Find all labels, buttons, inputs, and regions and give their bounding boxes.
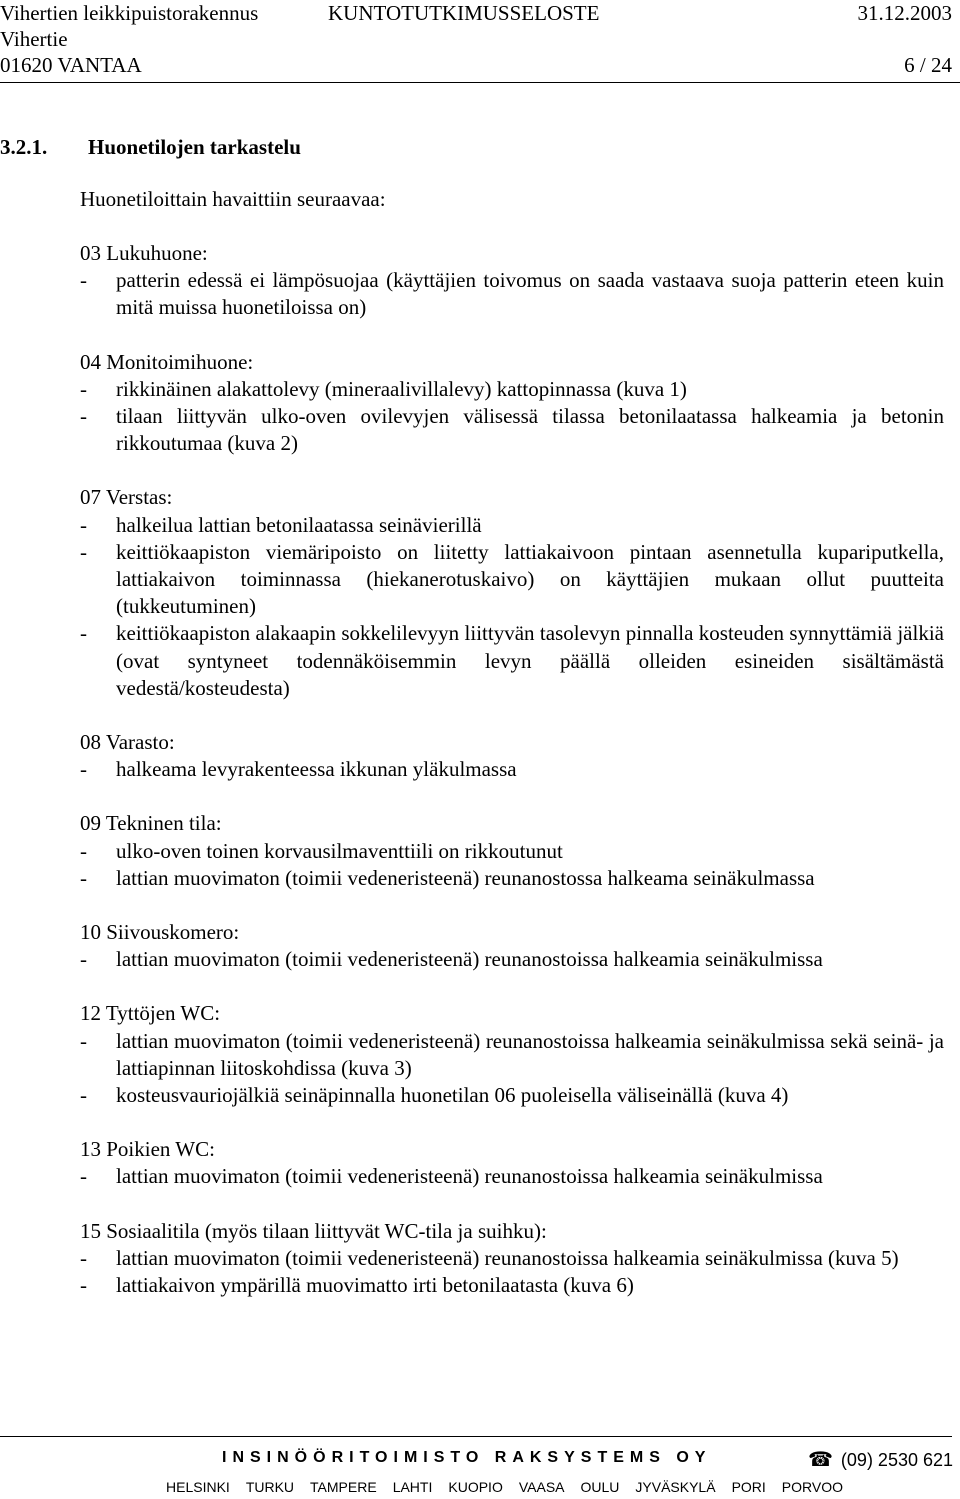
header-doc-type: KUNTOTUTKIMUSSELOSTE bbox=[328, 1, 600, 25]
list-item-text: patterin edessä ei lämpösuojaa (käyttäjien toivomus on saada vastaava suoja patterin eteen kuin mitä muissa huonetiloissa on) bbox=[116, 268, 944, 320]
footer-city: PORVOO bbox=[781, 1479, 843, 1495]
list-item bbox=[80, 946, 944, 973]
footer-city: TAMPERE bbox=[310, 1479, 377, 1495]
room-block bbox=[80, 1218, 944, 1300]
list-item-text: halkeama levyrakenteessa ikkunan yläkulmassa bbox=[116, 757, 517, 782]
footer-city: TURKU bbox=[245, 1479, 295, 1495]
bullet-dash: - bbox=[80, 1164, 87, 1189]
list-item-text: lattiakaivon ympärillä muovimatto irti betonilaatasta (kuva 6) bbox=[116, 1273, 634, 1298]
bullet-dash: - bbox=[80, 865, 87, 890]
list-item-text: keittiökaapiston viemäripoisto on liitetty lattiakaivoon pintaan asennetulla kupariputkella, lattiakaivon toiminnassa (hiekanerotuskaivo) on käyttäjien mukaan ollut puutteita (tukkeutuminen) bbox=[116, 539, 944, 619]
room-heading: 03 Lukuhuone: bbox=[80, 241, 208, 265]
list-item-text: rikkinäinen alakattolevy (mineraalivillalevy) kattopinnassa (kuva 1) bbox=[116, 376, 687, 401]
section-number: 3.2.1. bbox=[0, 135, 48, 159]
room-block bbox=[80, 810, 944, 892]
bullet-dash: - bbox=[80, 757, 87, 782]
bullet-dash: - bbox=[80, 404, 87, 429]
room-heading: 08 Varasto: bbox=[80, 730, 175, 755]
room-heading: 04 Monitoimihuone: bbox=[80, 349, 254, 374]
footer-city: LAHTI bbox=[392, 1479, 433, 1495]
list-item bbox=[80, 1272, 944, 1299]
list-item-text: lattian muovimaton (toimii vedeneristeenä) reunanostoissa halkeamia seinäkulmissa bbox=[116, 947, 823, 972]
header-postal: 01620 VANTAA bbox=[0, 53, 142, 77]
room-block bbox=[80, 240, 944, 322]
footer-company: INSINÖÖRITOIMISTO RAKSYSTEMS OY bbox=[222, 1449, 712, 1466]
bullet-dash: - bbox=[80, 1083, 87, 1108]
header-date: 31.12.2003 bbox=[857, 1, 952, 25]
bullet-dash: - bbox=[80, 539, 87, 564]
telephone-icon: ☎ bbox=[808, 1449, 833, 1471]
room-block bbox=[80, 919, 944, 973]
header-street: Vihertie bbox=[0, 27, 68, 51]
bullet-dash: - bbox=[80, 376, 87, 401]
bullet-dash: - bbox=[80, 1273, 87, 1298]
room-heading: 09 Tekninen tila: bbox=[80, 811, 222, 836]
room-heading: 12 Tyttöjen WC: bbox=[80, 1001, 221, 1026]
footer-city: VAASA bbox=[518, 1479, 565, 1495]
room-heading: 13 Poikien WC: bbox=[80, 1137, 215, 1162]
room-heading: 07 Verstas: bbox=[80, 485, 173, 510]
page-number: 6 / 24 bbox=[904, 53, 952, 77]
list-item bbox=[80, 539, 944, 621]
list-item-text: keittiökaapiston alakaapin sokkelilevyyn liittyvän tasolevyn pinnalla kosteuden synnyttämiä jälkiä (ovat syntyneet todennäköisemmin levyn päällä olleiden esineiden sisältämästä vedestä/kosteudesta) bbox=[116, 621, 944, 700]
list-item bbox=[80, 620, 944, 702]
list-item-text: ulko-oven toinen korvausilmaventtiili on rikkoutunut bbox=[116, 838, 563, 863]
room-block bbox=[80, 1136, 944, 1190]
list-item-text: lattian muovimaton (toimii vedeneristeenä) reunanostoissa halkeamia seinäkulmissa (kuva 5) bbox=[116, 1245, 899, 1270]
list-item-text: tilaan liittyvän ulko-oven ovilevyjen välisessä tilassa betonilaatassa halkeamia ja betonin rikkoutumaa (kuva 2) bbox=[116, 404, 944, 456]
page-header bbox=[0, 0, 960, 83]
bullet-dash: - bbox=[80, 947, 87, 972]
bullet-dash: - bbox=[80, 621, 87, 646]
list-item bbox=[80, 865, 944, 892]
footer-city: PORI bbox=[731, 1479, 766, 1495]
bullet-dash: - bbox=[80, 512, 87, 537]
room-heading: 15 Sosiaalitila (myös tilaan liittyvät WC-tila ja suihku): bbox=[80, 1218, 547, 1243]
list-item bbox=[80, 1245, 944, 1272]
list-item-text: halkeilua lattian betonilaatassa seinävierillä bbox=[116, 512, 482, 537]
footer-city: OULU bbox=[580, 1479, 620, 1495]
list-item-text: lattian muovimaton (toimii vedeneristeenä) reunanostoissa halkeamia seinäkulmissa bbox=[116, 1164, 823, 1189]
footer-divider bbox=[0, 1436, 952, 1437]
list-item bbox=[80, 376, 944, 403]
list-item bbox=[80, 756, 944, 783]
list-item bbox=[80, 512, 944, 539]
bullet-dash: - bbox=[80, 1245, 87, 1270]
footer-phone bbox=[808, 1447, 953, 1472]
header-org: Vihertien leikkipuistorakennus bbox=[0, 1, 259, 25]
list-item bbox=[80, 838, 944, 865]
list-item-text: kosteusvauriojälkiä seinäpinnalla huonetilan 06 puoleisella väliseinällä (kuva 4) bbox=[116, 1083, 789, 1108]
list-item-text: lattian muovimaton (toimii vedeneristeenä) reunanostoissa halkeamia seinäkulmissa sekä seinä- ja lattiapinnan liitoskohdissa (kuva 3) bbox=[116, 1028, 944, 1080]
section-title bbox=[0, 133, 301, 161]
room-heading: 10 Siivouskomero: bbox=[80, 920, 240, 945]
room-block bbox=[80, 1000, 944, 1109]
list-item bbox=[80, 267, 944, 321]
room-block bbox=[80, 349, 944, 458]
section-title-text: Huonetilojen tarkastelu bbox=[88, 135, 301, 159]
room-list bbox=[80, 240, 944, 1326]
footer-city: KUOPIO bbox=[448, 1479, 503, 1495]
list-item bbox=[80, 1163, 944, 1190]
list-item bbox=[80, 403, 944, 457]
bullet-dash: - bbox=[80, 268, 87, 293]
list-item-text: lattian muovimaton (toimii vedeneristeenä) reunanostossa halkeama seinäkulmassa bbox=[116, 865, 815, 890]
bullet-dash: - bbox=[80, 838, 87, 863]
room-block bbox=[80, 484, 944, 702]
footer-city: HELSINKI bbox=[166, 1479, 230, 1495]
footer-city: JYVÄSKYLÄ bbox=[635, 1479, 716, 1495]
footer-phone-number: (09) 2530 621 bbox=[840, 1450, 954, 1470]
bullet-dash: - bbox=[80, 1028, 87, 1053]
footer-cities bbox=[166, 1479, 859, 1495]
list-item bbox=[80, 1082, 944, 1109]
list-item bbox=[80, 1028, 944, 1082]
section-intro: Huonetiloittain havaittiin seuraavaa: bbox=[80, 187, 386, 211]
room-block bbox=[80, 729, 944, 783]
